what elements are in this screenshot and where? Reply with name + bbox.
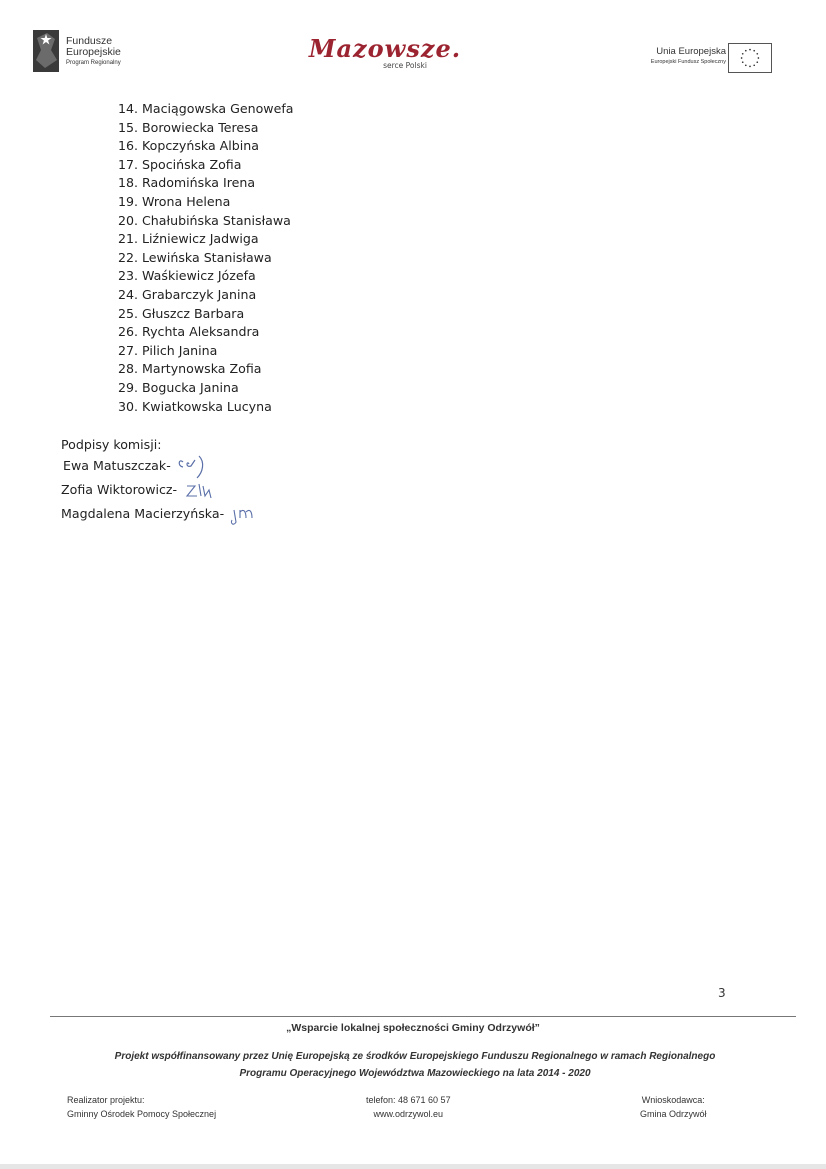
list-item-number: 25. [117, 305, 138, 321]
list-item [108, 267, 294, 286]
footer-realizator-name: Gminny Ośrodek Pomocy Społecznej [67, 1109, 217, 1119]
fundusze-europejskie-logo [33, 30, 173, 75]
signature-name: Ewa Matuszczak- [63, 458, 171, 473]
list-item [108, 379, 294, 398]
list-item [108, 342, 294, 361]
list-item-number: 14. [117, 101, 138, 116]
fe-logo-line3: Program Regionalny [66, 60, 121, 67]
footer-realizator [67, 1093, 216, 1121]
footer-project-title: „Wsparcie lokalnej społeczności Gminy Odrzywół” [286, 1022, 540, 1034]
footer-cofinancing-line1: Projekt współfinansowany przez Unię Europejską ze środków Europejskiego Funduszu Regionalnego w ramach Regionalnego [114, 1051, 716, 1062]
name-list [108, 100, 294, 416]
list-item-number: 19. [117, 193, 138, 209]
page-number: 3 [718, 986, 726, 1000]
signature-name: Magdalena Macierzyńska- [61, 506, 225, 521]
list-item [108, 100, 294, 119]
list-item-number: 18. [117, 175, 138, 191]
list-item-number: 23. [117, 268, 138, 284]
fe-logo-line1: Fundusze [66, 35, 113, 47]
list-item [108, 398, 294, 417]
footer-realizator-label: Realizator projektu: [67, 1095, 145, 1105]
list-item-name: Borowiecka Teresa [142, 119, 259, 135]
list-item-number: 29. [117, 379, 138, 395]
list-item-name: Pilich Janina [142, 342, 218, 358]
list-item-name: Lewińska Stanisława [142, 249, 272, 265]
list-item-number: 15. [117, 119, 138, 135]
list-item-number: 17. [117, 156, 138, 172]
handwritten-signature-icon [175, 454, 227, 480]
list-item-name: Martynowska Zofia [142, 361, 262, 377]
list-item-number: 26. [117, 324, 138, 340]
handwritten-signature-icon [181, 480, 225, 502]
signatures-block [61, 436, 258, 528]
mazowsze-logo [300, 34, 470, 74]
list-item [108, 212, 294, 231]
list-item-number: 21. [117, 231, 138, 247]
list-item [108, 119, 294, 138]
fundusze-europejskie-emblem-icon [33, 30, 59, 72]
list-item-name: Grabarczyk Janina [142, 286, 257, 302]
unia-europejska-logo [618, 43, 778, 77]
ue-logo-line2: Europejski Fundusz Społeczny [650, 59, 726, 65]
list-item [108, 286, 294, 305]
footer-applicant-name: Gmina Odrzywół [640, 1109, 707, 1119]
list-item [108, 137, 294, 156]
list-item [108, 323, 294, 342]
signatures-title: Podpisy komisji: [61, 437, 162, 452]
list-item [108, 174, 294, 193]
list-item-name: Liźniewicz Jadwiga [142, 231, 259, 247]
ue-logo-line1: Unia Europejska [656, 46, 726, 57]
fe-logo-line2: Europejskie [66, 46, 121, 59]
footer-cofinancing-line2: Programu Operacyjnego Województwa Mazowieckiego na lata 2014 - 2020 [239, 1068, 591, 1079]
list-item-name: Kopczyńska Albina [142, 138, 259, 154]
scan-bottom-edge [0, 1164, 826, 1169]
list-item-number: 22. [117, 249, 138, 265]
signature-row [61, 480, 258, 502]
list-item-name: Głuszcz Barbara [142, 305, 245, 321]
list-item-name: Waśkiewicz Józefa [142, 268, 256, 284]
footer-website[interactable]: www.odrzywol.eu [373, 1109, 444, 1119]
list-item-name: Maciągowska Genowefa [142, 101, 294, 116]
list-item-name: Kwiatkowska Lucyna [142, 398, 272, 414]
list-item-number: 20. [117, 212, 138, 228]
eu-flag-icon [728, 43, 772, 73]
footer-divider [50, 1016, 796, 1017]
list-item-name: Spocińska Zofia [142, 156, 242, 172]
mazowsze-wordmark: Mazowsze. [308, 34, 462, 63]
list-item-name: Wrona Helena [142, 193, 231, 209]
list-item [108, 230, 294, 249]
footer-applicant [640, 1093, 707, 1121]
signature-row [61, 502, 258, 528]
footer-applicant-label: Wnioskodawca: [641, 1095, 705, 1105]
list-item [108, 249, 294, 268]
signature-row [61, 454, 258, 480]
list-item-number: 16. [117, 138, 138, 154]
list-item-number: 24. [117, 286, 138, 302]
footer-phone: telefon: 48 671 60 57 [366, 1095, 451, 1105]
list-item-name: Chałubińska Stanisława [142, 212, 291, 228]
signature-name: Zofia Wiktorowicz- [61, 482, 178, 497]
footer-cofinancing-note [60, 1048, 770, 1082]
footer-contact [366, 1093, 451, 1121]
list-item-name: Bogucka Janina [142, 379, 239, 395]
list-item [108, 305, 294, 324]
handwritten-signature-icon [228, 502, 258, 528]
list-item-number: 28. [117, 361, 138, 377]
list-item-number: 30. [117, 398, 138, 414]
list-item-number: 27. [117, 342, 138, 358]
mazowsze-tagline: serce Polski [383, 61, 427, 70]
list-item [108, 360, 294, 379]
list-item [108, 156, 294, 175]
list-item-name: Rychta Aleksandra [142, 324, 260, 340]
list-item [108, 193, 294, 212]
list-item-name: Radomińska Irena [142, 175, 256, 191]
